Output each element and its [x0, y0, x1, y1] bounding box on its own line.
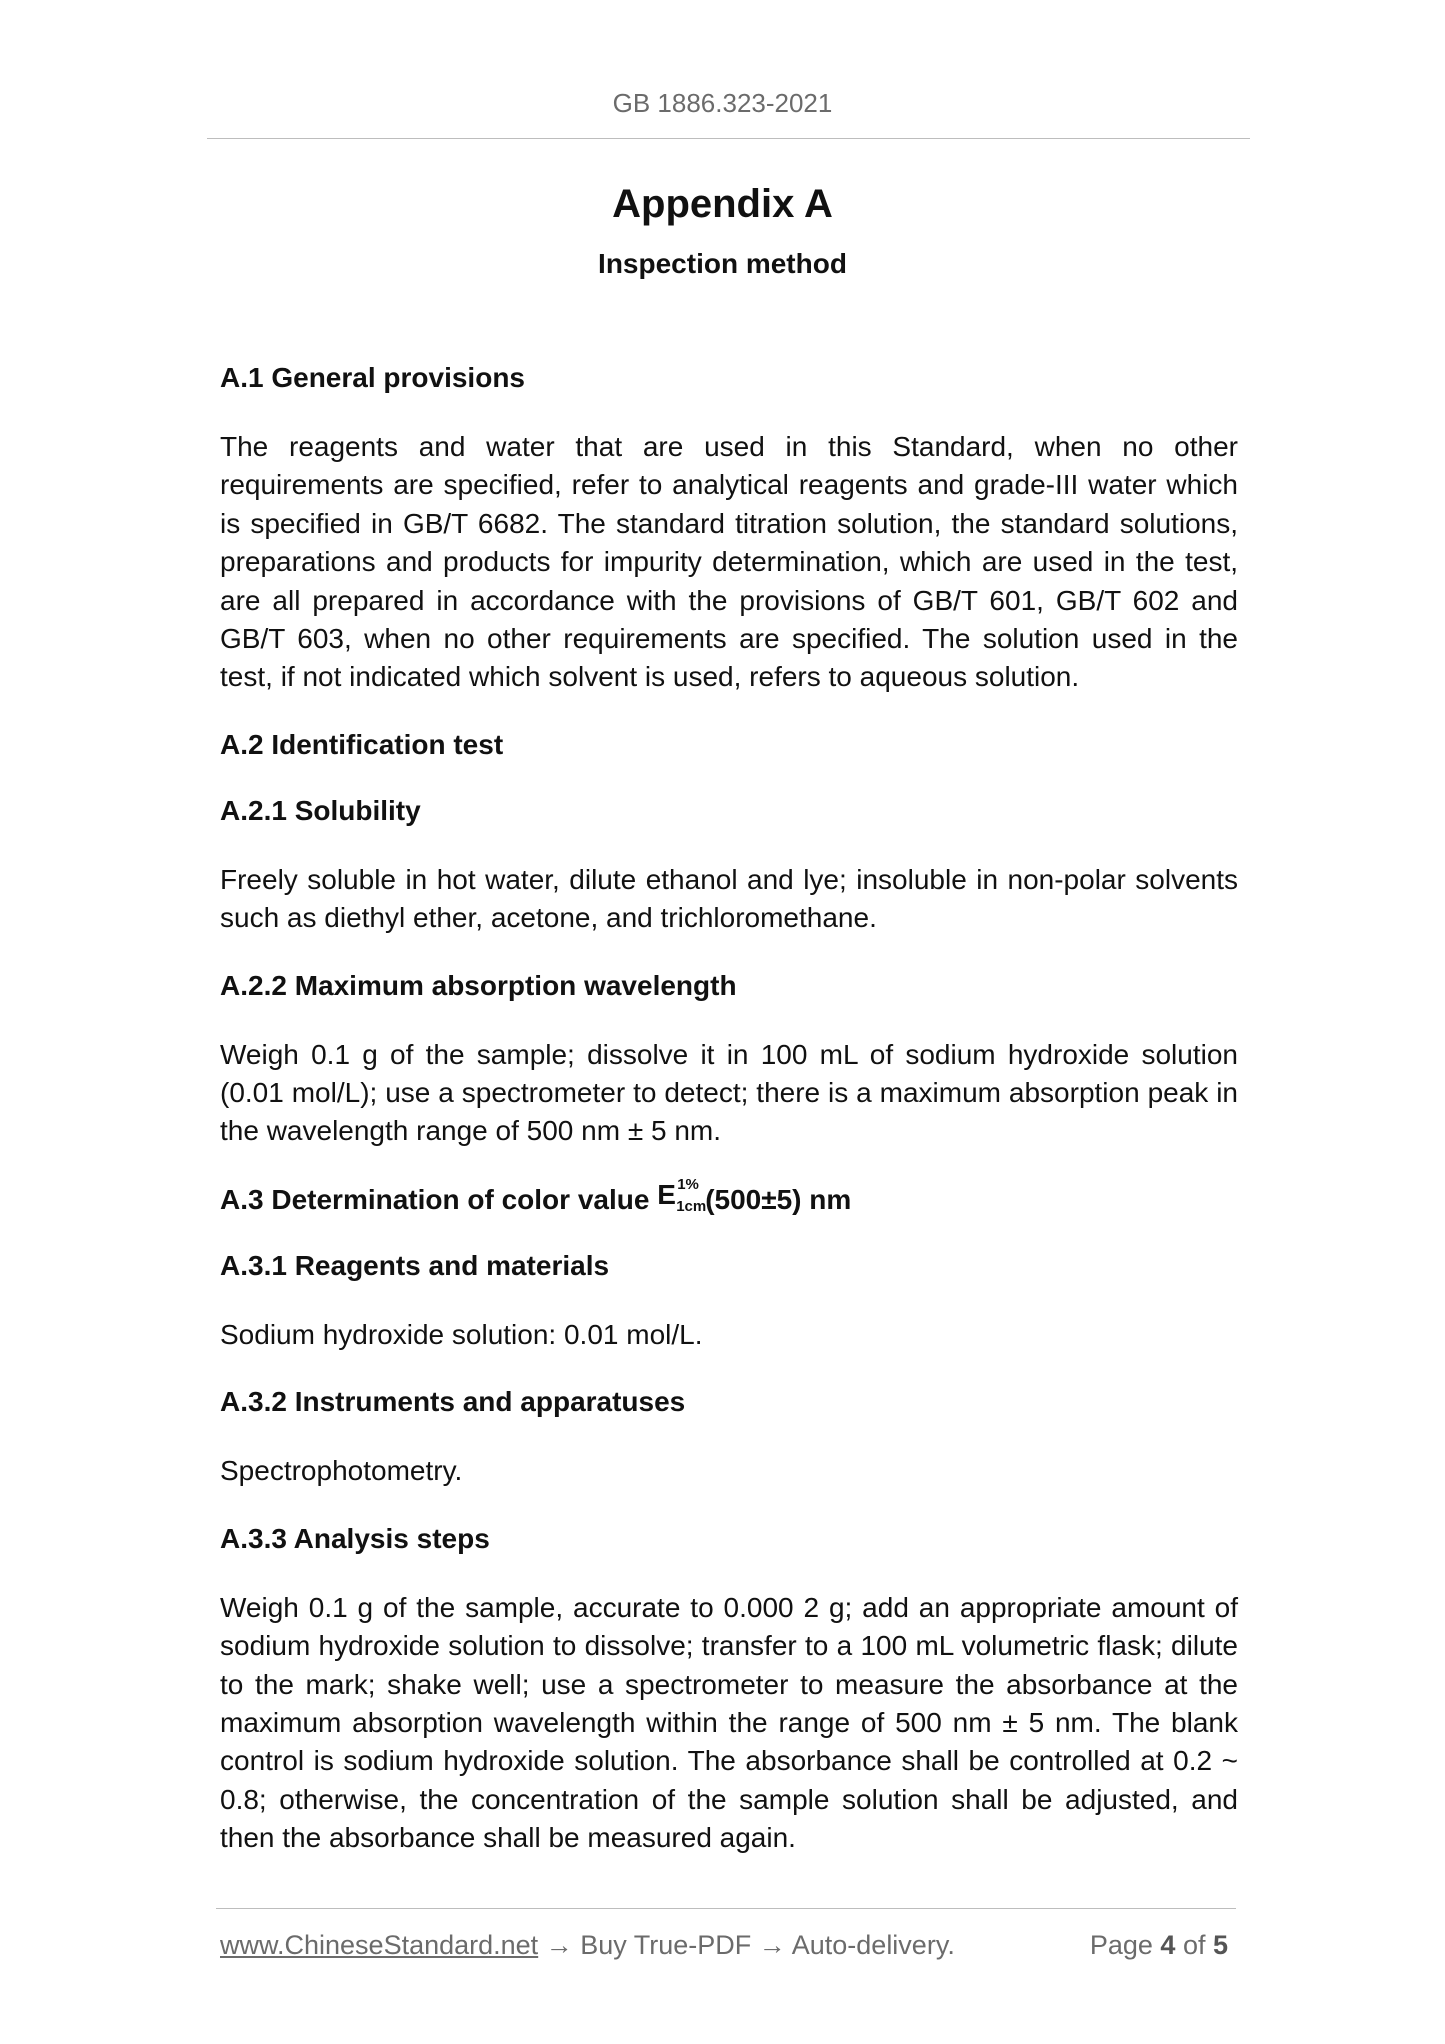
footer-divider [216, 1908, 1236, 1909]
section-text-a1: The reagents and water that are used in this Standard, when no other requirements are specified, refer to analytical reagents and grade-III water which is specified in GB/T 6682. The standard titration solution, the standard solutions, preparations and products for impurity determination, which are used in the test, are all prepared in accordance with the provisions of GB/T 601, GB/T 602 and GB/T 603, when no other requirements are specified. The solution used in the test, if not indicated which solvent is used, refers to aqueous solution. [220, 431, 1238, 693]
color-value-symbol [657, 1175, 707, 1215]
appendix-title: Appendix A [612, 182, 833, 226]
footer-tagline: → Buy True-PDF → Auto-delivery. [538, 1930, 955, 1960]
section-heading-a2-1: A.2.1 Solubility [220, 794, 421, 826]
section-heading-a2-2: A.2.2 Maximum absorption wavelength [220, 969, 737, 1001]
section-heading-a3-3: A.3.3 Analysis steps [220, 1522, 490, 1554]
section-text-a3-1: Sodium hydroxide solution: 0.01 mol/L. [220, 1318, 703, 1350]
section-heading-a3 [220, 1175, 1238, 1218]
section-text-a3-2: Spectrophotometry. [220, 1455, 463, 1487]
section-text-a2-1: Freely soluble in hot water, dilute ethanol and lye; insoluble in non-polar solvents such as diethyl ether, acetone, and trichloromethane. [220, 863, 1238, 934]
section-text-a2-2: Weigh 0.1 g of the sample; dissolve it in 100 mL of sodium hydroxide solution (0.01 mol/L); use a spectrometer to detect; there is a maximum absorption peak in the wavelength range of 500 nm ± 5 nm. [220, 1038, 1238, 1147]
section-heading-a2: A.2 Identification test [220, 728, 504, 760]
page-label: Page [1089, 1930, 1161, 1960]
page-indicator [1090, 1930, 1228, 1961]
document-body [220, 360, 1238, 1858]
section-heading-a1: A.1 General provisions [220, 362, 525, 393]
symbol-letter: E [657, 1178, 676, 1210]
website-link[interactable]: www.ChineseStandard.net [220, 1930, 539, 1960]
symbol-subscript: 1cm [676, 1197, 707, 1215]
a3-heading-prefix: A.3 Determination of color value [220, 1183, 658, 1215]
a3-heading-suffix: (500±5) nm [705, 1183, 852, 1215]
page-of-label: of [1175, 1930, 1213, 1960]
page-current: 4 [1160, 1930, 1176, 1960]
symbol-superscript: 1% [677, 1175, 699, 1193]
page-total: 5 [1212, 1930, 1228, 1960]
section-text-a3-3: Weigh 0.1 g of the sample, accurate to 0.000 2 g; add an appropriate amount of sodium hydroxide solution to dissolve; transfer to a 100 mL volumetric flask; dilute to the mark; shake well; use a spectrometer to measure the absorbance at the maximum absorption wavelength within the range of 500 nm ± 5 nm. The blank control is sodium hydroxide solution. The absorbance shall be controlled at 0.2 ~ 0.8; otherwise, the concentration of the sample solution shall be adjusted, and then the absorbance shall be measured again. [220, 1591, 1238, 1854]
section-heading-a3-2: A.3.2 Instruments and apparatuses [220, 1386, 686, 1418]
appendix-subtitle: Inspection method [598, 248, 847, 279]
section-heading-a3-1: A.3.1 Reagents and materials [220, 1249, 610, 1281]
footer-left [220, 1930, 955, 1961]
header-divider [207, 138, 1250, 139]
header-standard-code: GB 1886.323-2021 [612, 88, 833, 118]
